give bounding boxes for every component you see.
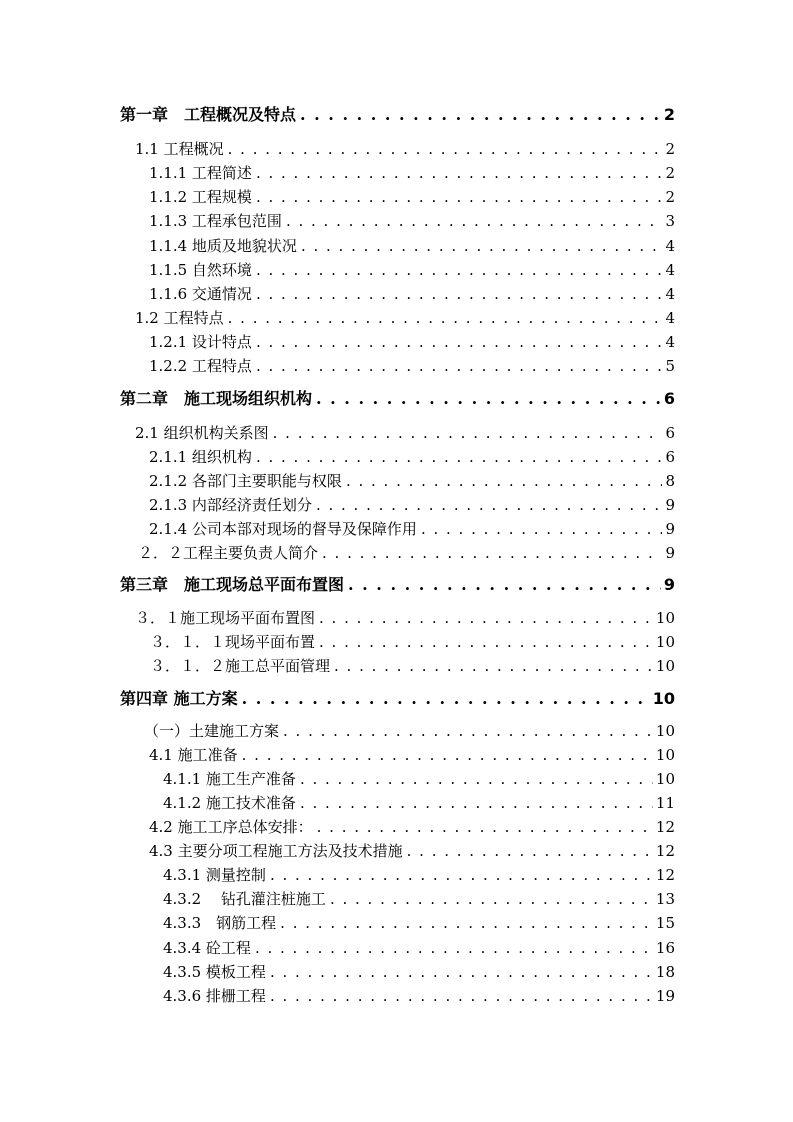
toc-page-number: 2: [665, 188, 675, 206]
toc-entry[interactable]: [149, 518, 675, 540]
toc-page-number: 4: [665, 261, 675, 279]
toc-entry[interactable]: [149, 355, 675, 377]
toc-page-number: 13: [655, 890, 675, 908]
toc-leader: [319, 631, 653, 653]
toc-entry[interactable]: [149, 840, 675, 862]
toc-title: 4.3.3 钢筋工程: [163, 914, 277, 932]
toc-title: 1.1.3 工程承包范围: [149, 212, 282, 230]
toc-entry[interactable]: [163, 985, 675, 1007]
toc-entry[interactable]: [149, 162, 675, 184]
toc-page-number: 4: [665, 237, 675, 255]
toc-entry[interactable]: [149, 186, 675, 208]
toc-title: 4.1.1 施工生产准备: [163, 770, 296, 788]
toc-entry[interactable]: [163, 961, 675, 983]
toc-page-number: 12: [655, 866, 675, 884]
toc-title: 1.1.4 地质及地貌状况: [149, 237, 297, 255]
toc-entry[interactable]: [120, 574, 675, 596]
toc-leader: [407, 840, 653, 862]
toc-leader: [256, 331, 663, 353]
toc-page-number: 4: [665, 309, 675, 327]
toc-page-number: 12: [655, 842, 675, 860]
toc-page-number: 10: [655, 746, 675, 764]
toc-page-number: 3: [665, 212, 675, 230]
toc-title: 2.1.1 组织机构: [149, 448, 252, 466]
toc-page-number: 6: [665, 448, 675, 466]
toc-leader: [300, 792, 653, 814]
toc-title: ３．１．１现场平面布置: [150, 633, 316, 651]
toc-entry[interactable]: [149, 446, 675, 468]
toc-entry[interactable]: [149, 470, 675, 492]
toc-leader: [242, 744, 653, 766]
toc-leader: [270, 961, 653, 983]
toc-leader: [300, 104, 661, 126]
toc-title: 第三章 施工现场总平面布置图: [120, 575, 345, 594]
toc-page-number: 2: [665, 140, 675, 158]
toc-entry[interactable]: [149, 235, 675, 257]
toc-leader: [283, 720, 653, 742]
toc-title: 1.2.1 设计特点: [149, 333, 252, 351]
toc-title: 第二章 施工现场组织机构: [120, 389, 313, 408]
toc-leader: [280, 912, 653, 934]
toc-leader: [301, 235, 663, 257]
toc-page-number: 2: [665, 164, 675, 182]
toc-leader: [228, 307, 663, 329]
toc-entry[interactable]: [150, 631, 675, 653]
toc-entry[interactable]: [149, 210, 675, 232]
toc-entry[interactable]: [149, 259, 675, 281]
toc-entry[interactable]: [163, 912, 675, 934]
toc-leader: [322, 542, 662, 564]
toc-title: 1.2 工程特点: [135, 309, 224, 327]
toc-title: 4.3.4 砼工程: [163, 939, 251, 957]
toc-title: 第一章 工程概况及特点: [120, 105, 297, 124]
toc-title: ３．１施工现场平面布置图: [135, 609, 316, 627]
toc-entry[interactable]: [149, 744, 675, 766]
toc-title: 4.2 施工工序总体安排：: [149, 818, 313, 836]
toc-page-number: 2: [663, 105, 675, 124]
toc-page-number: 15: [655, 914, 675, 932]
toc-page-number: 5: [665, 357, 675, 375]
toc-title: 1.1 工程概况: [135, 140, 224, 158]
toc-entry[interactable]: [149, 283, 675, 305]
toc-entry[interactable]: [144, 720, 675, 742]
toc-leader: [270, 985, 653, 1007]
toc-page-number: 18: [655, 963, 675, 981]
toc-leader: [317, 816, 653, 838]
toc-title: ２．２工程主要负责人简介: [138, 544, 319, 562]
toc-leader: [421, 518, 663, 540]
toc-page-number: 8: [665, 472, 675, 490]
toc-entry[interactable]: [120, 388, 675, 410]
toc-page-number: 10: [655, 722, 675, 740]
toc-entry[interactable]: [150, 655, 675, 677]
toc-entry[interactable]: [163, 937, 675, 959]
toc-entry[interactable]: [149, 816, 675, 838]
toc-title: 4.1 施工准备: [149, 746, 238, 764]
toc-page-number: 9: [665, 520, 675, 538]
toc-entry[interactable]: [135, 307, 675, 329]
toc-title: 1.1.1 工程简述: [149, 164, 252, 182]
toc-page-number: 9: [665, 496, 675, 514]
toc-title: 2.1.4 公司本部对现场的督导及保障作用: [149, 520, 417, 538]
toc-leader: [316, 494, 663, 516]
toc-entry[interactable]: [163, 768, 675, 790]
toc-entry[interactable]: [149, 494, 675, 516]
toc-leader: [300, 768, 653, 790]
toc-entry[interactable]: [163, 888, 675, 910]
toc-title: 4.1.2 施工技术准备: [163, 794, 296, 812]
toc-title: 2.1.3 内部经济责任划分: [149, 496, 312, 514]
toc-leader: [255, 937, 653, 959]
toc-title: 4.3.6 排栅工程: [163, 987, 266, 1005]
toc-leader: [330, 888, 653, 910]
toc-title: ３．１．２施工总平面管理: [150, 657, 331, 675]
toc-page-number: 11: [655, 794, 675, 812]
toc-title: 1.2.2 工程特点: [149, 357, 252, 375]
toc-page-number: 6: [665, 424, 675, 442]
toc-title: （一）土建施工方案: [144, 722, 280, 740]
toc-page-number: 10: [655, 657, 675, 675]
toc-title: 4.3.1 测量控制: [163, 866, 266, 884]
toc-entry[interactable]: [120, 688, 675, 710]
toc-page-number: 6: [663, 389, 675, 408]
toc-page-number: 9: [663, 575, 675, 594]
toc-leader: [273, 422, 663, 444]
toc-entry[interactable]: [120, 104, 675, 126]
toc-title: 4.3.5 模板工程: [163, 963, 266, 981]
toc-title: 2.1.2 各部门主要职能与权限: [149, 472, 342, 490]
toc-leader: [316, 388, 661, 410]
toc-leader: [270, 864, 653, 886]
toc-entry[interactable]: [135, 138, 675, 160]
toc-entry[interactable]: [138, 542, 675, 564]
toc-page-number: 10: [655, 633, 675, 651]
toc-entry[interactable]: [135, 422, 675, 444]
toc-title: 4.3.2 钻孔灌注桩施工: [163, 890, 326, 908]
toc-leader: [228, 138, 663, 160]
toc-page-number: 9: [665, 544, 675, 562]
toc-leader: [346, 470, 663, 492]
toc-leader: [256, 283, 663, 305]
toc-leader: [286, 210, 663, 232]
toc-leader: [319, 607, 653, 629]
toc-leader: [334, 655, 653, 677]
toc-title: 第四章 施工方案: [120, 689, 238, 708]
toc-page-number: 10: [655, 770, 675, 788]
toc-leader: [256, 259, 663, 281]
toc-title: 2.1 组织机构关系图: [135, 424, 269, 442]
toc-entry[interactable]: [163, 864, 675, 886]
toc-page-number: 19: [655, 987, 675, 1005]
toc-title: 1.1.2 工程规模: [149, 188, 252, 206]
toc-page-number: 12: [655, 818, 675, 836]
toc-page-number: 10: [652, 689, 675, 708]
toc-leader: [256, 446, 663, 468]
toc-leader: [256, 355, 663, 377]
toc-leader: [242, 688, 650, 710]
toc-page-number: 10: [655, 609, 675, 627]
toc-page-number: 4: [665, 285, 675, 303]
toc-page-number: 16: [655, 939, 675, 957]
toc-leader: [348, 574, 661, 596]
toc-leader: [256, 162, 663, 184]
toc-title: 4.3 主要分项工程施工方法及技术措施: [149, 842, 403, 860]
toc-entry[interactable]: [163, 792, 675, 814]
toc-title: 1.1.6 交通情况: [149, 285, 252, 303]
toc-page-number: 4: [665, 333, 675, 351]
toc-entry[interactable]: [149, 331, 675, 353]
toc-entry[interactable]: [135, 607, 675, 629]
toc-leader: [256, 186, 663, 208]
toc-title: 1.1.5 自然环境: [149, 261, 252, 279]
